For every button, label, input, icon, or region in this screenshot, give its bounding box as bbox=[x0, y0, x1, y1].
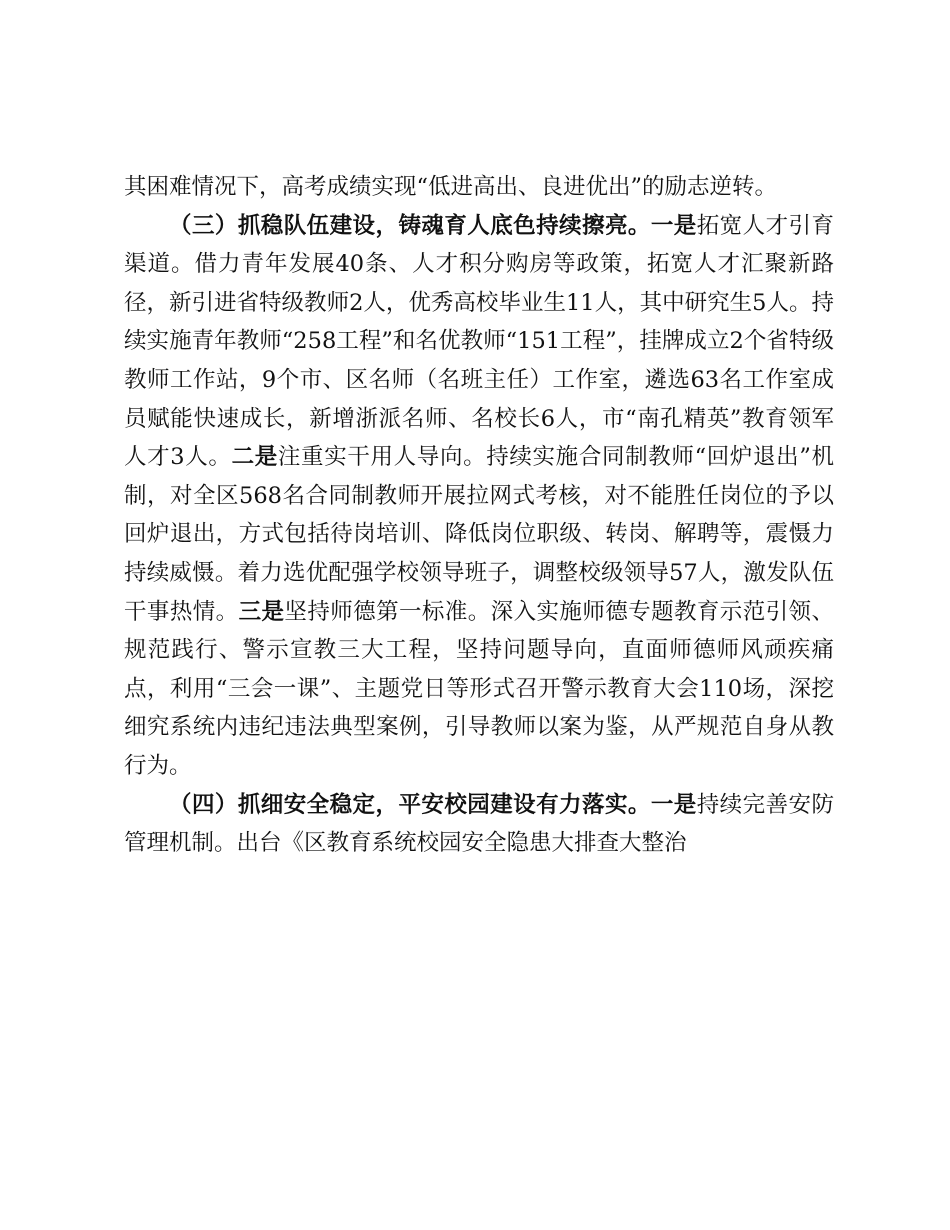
point-marker: 一是 bbox=[650, 212, 697, 239]
text-run: 坚持师德第一标准。深入实施师德专题教育示范引领、规范践行、警示宣教三大工程，坚持问题导向，直面师德师风顽疾痛点，利用“三会一课”、主题党日等形式召开警示教育大会110场，深挖细究系统内违纪违法典型案例，引导教师以案为鉴，从严规范自身从教行为。 bbox=[124, 598, 834, 779]
point-marker: 三是 bbox=[238, 598, 285, 625]
paragraph-continuation bbox=[124, 168, 834, 207]
section-heading: （四）抓细安全稳定，平安校园建设有力落实。 bbox=[169, 791, 651, 818]
point-marker: 一是 bbox=[650, 791, 697, 818]
point-marker: 二是 bbox=[231, 444, 278, 471]
text-run: 其困难情况下，高考成绩实现“低进高出、良进优出”的励志逆转。 bbox=[124, 174, 778, 200]
text-run: 持续完善安防管理机制。出台《区教育系统校园安全隐患大排查大整治 bbox=[124, 791, 834, 857]
text-run: 注重实干用人导向。持续实施合同制教师“回炉退出”机制，对全区568名合同制教师开展拉网式考核，对不能胜任岗位的予以回炉退出，方式包括待岗培训、降低岗位职级、转岗、解聘等，震慑力持续威慑。着力选优配强学校领导班子，调整校级领导57人，激发队伍干事热情。 bbox=[124, 444, 834, 625]
text-run: 拓宽人才引育渠道。借力青年发展40条、人才积分购房等政策，拓宽人才汇聚新路径，新引进省特级教师2人，优秀高校毕业生11人，其中研究生5人。持续实施青年教师“258工程”和名优教师“151工程”，挂牌成立2个省特级教师工作站，9个市、区名师（名班主任）工作室，遴选63名工作室成员赋能快速成长，新增浙派名师、名校长6人，市“南孔精英”教育领军人才3人。 bbox=[124, 212, 834, 471]
paragraph-section-four bbox=[124, 786, 834, 863]
paragraph-section-three bbox=[124, 207, 834, 786]
document-body bbox=[124, 168, 834, 863]
section-heading: （三）抓稳队伍建设，铸魂育人底色持续擦亮。 bbox=[169, 212, 651, 239]
